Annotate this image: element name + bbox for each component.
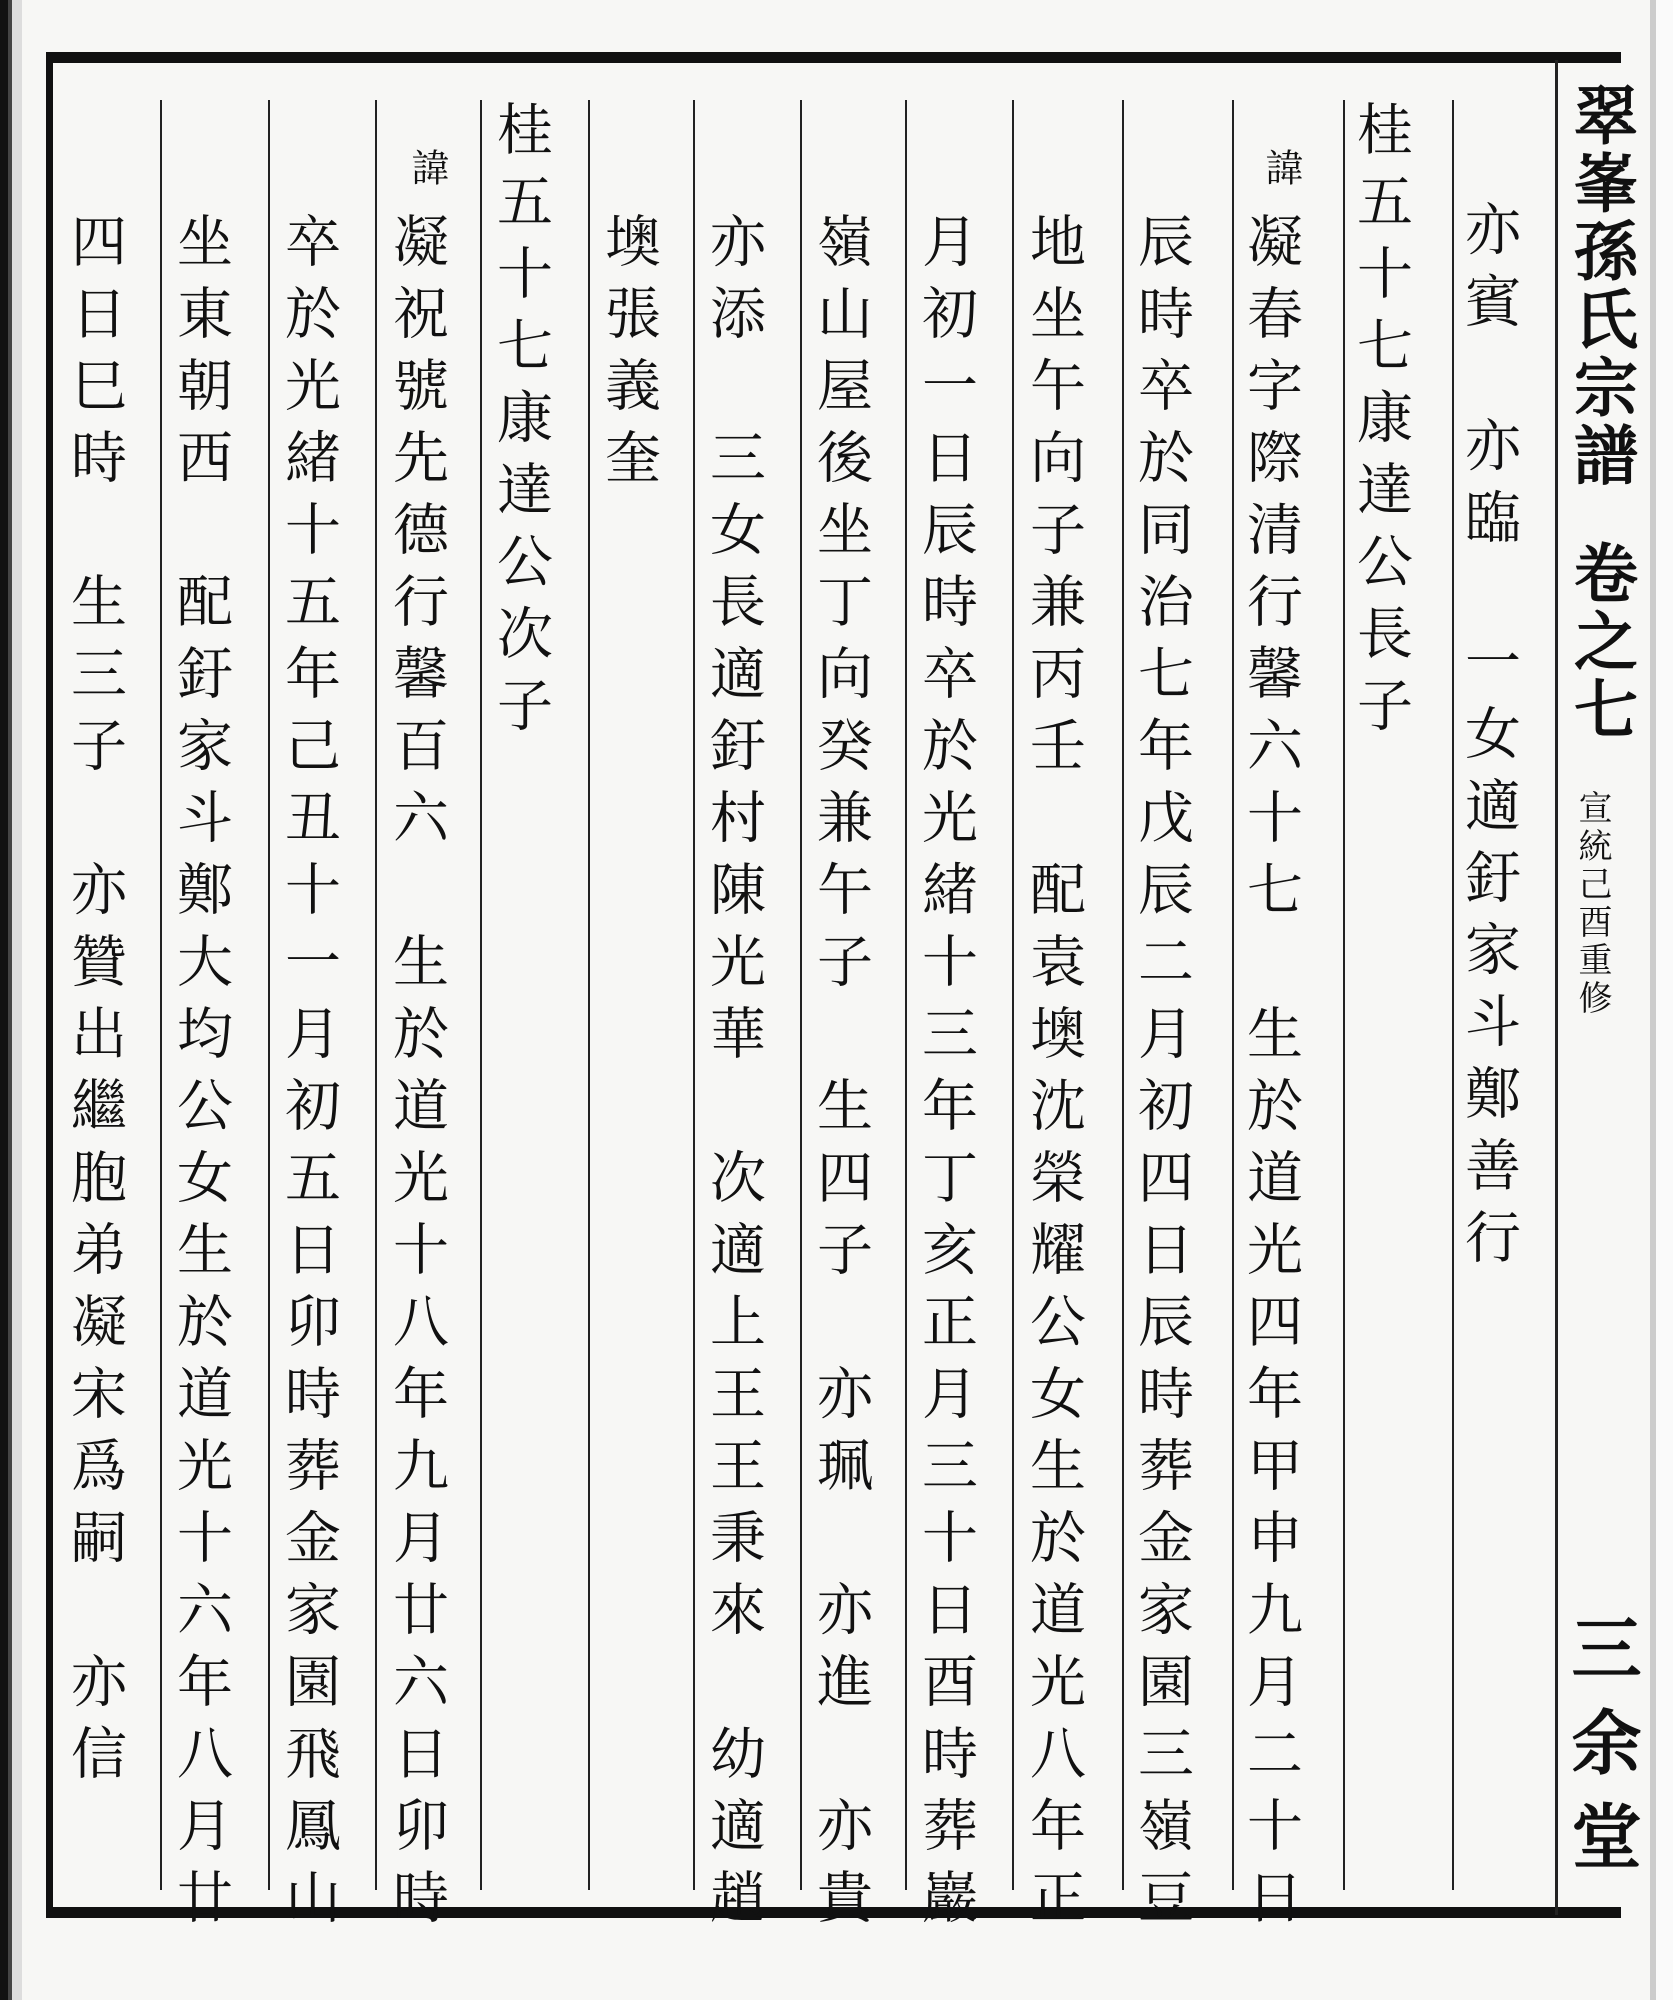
column-rule	[905, 100, 907, 1890]
text-column: 嶺山屋後坐丁向癸兼午子 生四子 亦珮 亦進 亦貴	[808, 212, 873, 1940]
column-rule	[1452, 100, 1454, 1890]
column-rule	[480, 100, 482, 1890]
column-rule	[1122, 100, 1124, 1890]
text-column: 凝祝號先德行馨百六 生於道光十八年九月廿六日卯時	[384, 212, 449, 1940]
text-column: 桂五十七康達公長子	[1348, 100, 1413, 748]
column-rule	[375, 100, 377, 1890]
text-column: 桂五十七康達公次子	[488, 100, 553, 748]
page-edge	[1650, 0, 1673, 2000]
text-column: 卒於光緒十五年己丑十一月初五日卯時葬金家園飛鳳山	[276, 212, 341, 1940]
text-column: 坐東朝西 配釪家斗鄭大均公女生於道光十六年八月廿	[168, 212, 233, 1940]
text-column: 月初一日辰時卒於光緒十三年丁亥正月三十日酉時葬巖	[913, 212, 978, 1940]
text-column: 凝春字際清行馨六十七 生於道光四年甲申九月二十日	[1238, 212, 1303, 1940]
column-rule	[1232, 100, 1234, 1890]
text-column: 亦添 三女長適釪村陳光華 次適上王王秉來 幼適趙	[701, 212, 766, 1940]
text-column: 四日巳時 生三子 亦贊出繼胞弟凝宋爲嗣 亦信	[62, 212, 127, 1796]
column-rule	[800, 100, 802, 1890]
book-binding-edge	[0, 0, 22, 2000]
text-column: 墺張義奎	[596, 212, 661, 500]
edition-note: 宣統己酉重修	[1572, 790, 1612, 1018]
text-column: 諱	[405, 148, 449, 192]
column-rule	[268, 100, 270, 1890]
book-title: 翠峯孫氏宗譜	[1563, 82, 1638, 490]
hall-name: 三余堂	[1560, 1612, 1643, 1894]
column-rule	[160, 100, 162, 1890]
volume-label: 卷之七	[1563, 540, 1638, 744]
text-column: 諱	[1259, 148, 1303, 192]
column-rule	[588, 100, 590, 1890]
column-rule	[1012, 100, 1014, 1890]
text-column: 地坐午向子兼丙壬 配袁墺沈榮耀公女生於道光八年正	[1021, 212, 1086, 1940]
column-rule	[693, 100, 695, 1890]
text-column: 亦賓 亦臨 一女適釪家斗鄭善行	[1456, 200, 1521, 1280]
text-column: 辰時卒於同治七年戊辰二月初四日辰時葬金家園三嶺豆	[1129, 212, 1194, 1940]
column-rule	[1343, 100, 1345, 1890]
